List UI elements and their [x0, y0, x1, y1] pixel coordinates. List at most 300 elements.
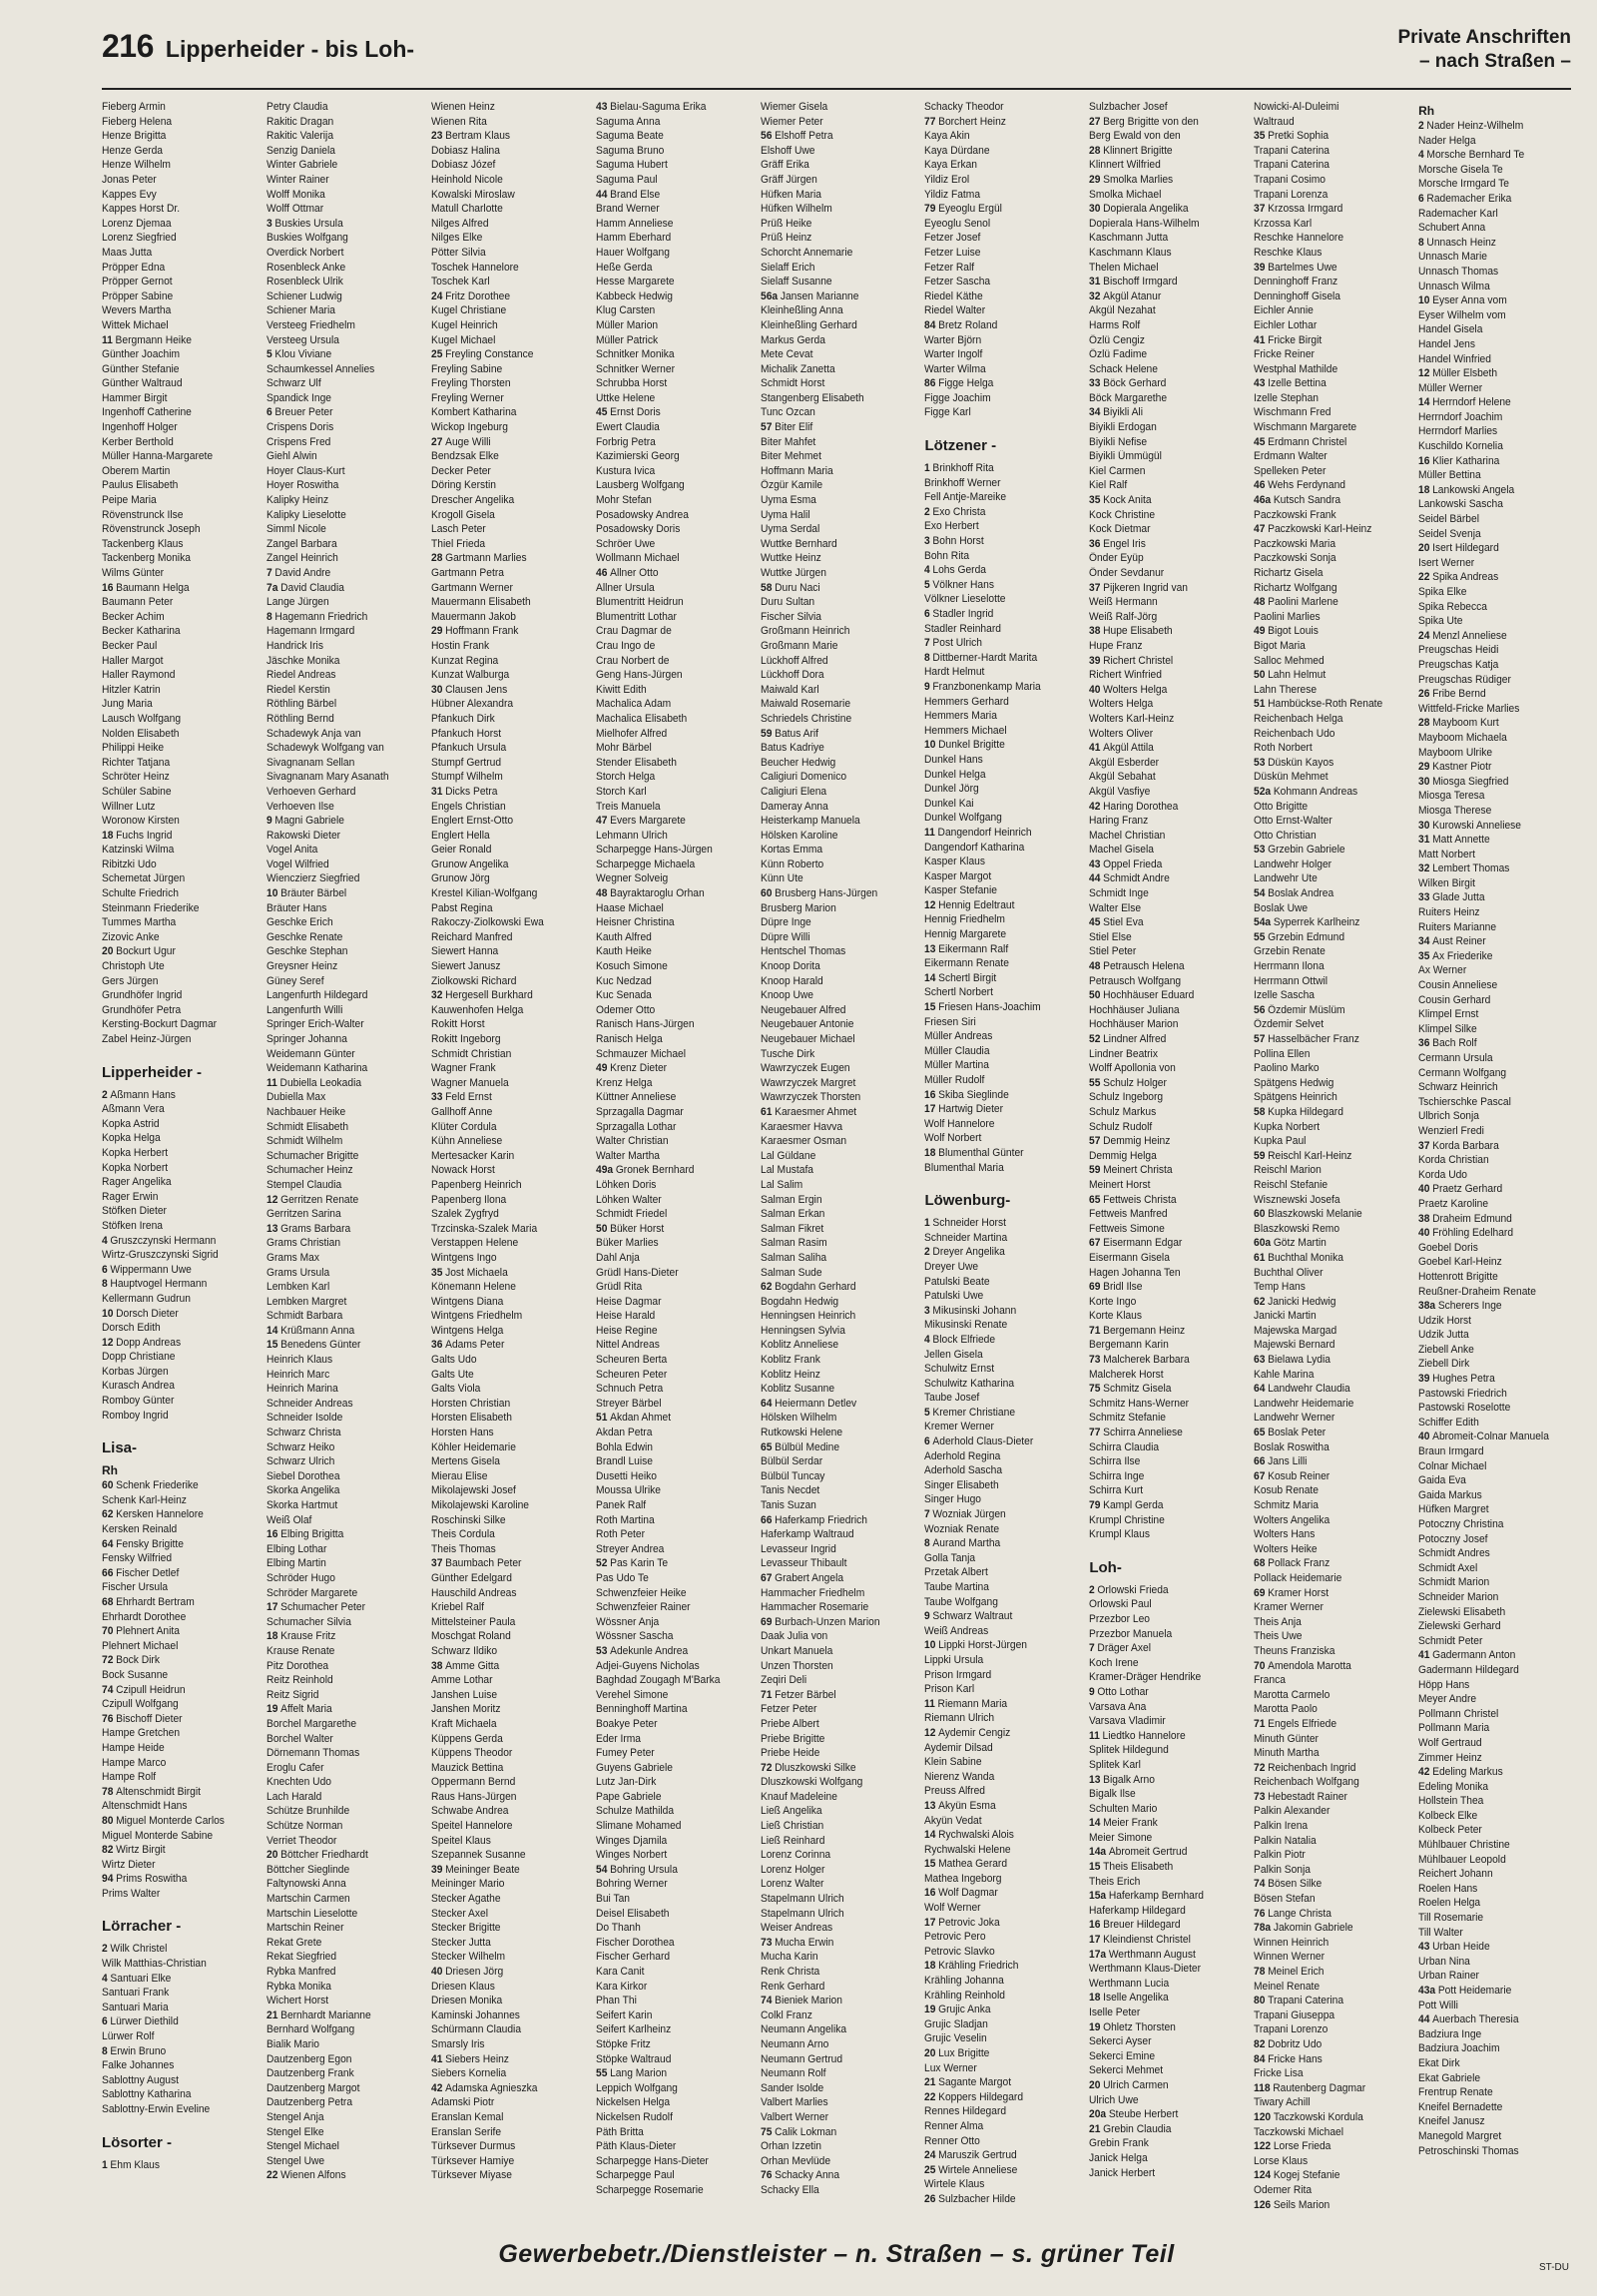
directory-column: [1089, 100, 1242, 2236]
resident-name: Fricke Lisa: [1254, 2067, 1304, 2080]
house-number: 34: [1418, 935, 1430, 948]
resident-name: Haferkamp Bernhard: [1109, 1890, 1205, 1903]
directory-entry: [1254, 1761, 1406, 1776]
directory-entry: [761, 435, 913, 450]
directory-column: [596, 100, 749, 2236]
resident-name: Uyma Serdal: [760, 523, 819, 536]
directory-entry: [431, 727, 584, 742]
resident-name: Mete Cevat: [760, 348, 812, 361]
resident-name: Udzik Horst: [1418, 1314, 1472, 1327]
directory-entry: [266, 1003, 419, 1018]
resident-name: Grujic Veselin: [924, 2032, 988, 2045]
resident-name: Lahn Helmut: [1268, 669, 1327, 682]
directory-entry: [431, 901, 584, 916]
resident-name: Stecker Wilhelm: [430, 1951, 505, 1964]
resident-name: Wolf Werner: [924, 1902, 982, 1915]
directory-entry: [1254, 1702, 1406, 1717]
directory-entry: [1418, 207, 1571, 222]
resident-name: Werthmann August: [1109, 1948, 1197, 1961]
resident-name: Wolters Heike: [1254, 1542, 1318, 1555]
resident-name: Ribitzki Udo: [102, 858, 157, 870]
house-number: 82: [102, 1844, 114, 1857]
directory-entry: [102, 1478, 255, 1493]
directory-entry: [924, 841, 1077, 856]
directory-entry: [924, 768, 1077, 783]
directory-entry: [266, 1454, 419, 1469]
directory-entry: [761, 1193, 913, 1208]
house-number: 33: [1089, 377, 1101, 390]
directory-entry: [1418, 1634, 1571, 1649]
directory-entry: [1418, 1007, 1571, 1022]
directory-entry: [1418, 119, 1571, 134]
house-number: 27: [1089, 115, 1101, 128]
directory-entry: [266, 376, 419, 391]
directory-entry: [431, 566, 584, 581]
directory-entry: [1089, 144, 1242, 159]
directory-entry: [761, 1673, 913, 1688]
resident-name: Lorenz Corinna: [760, 1849, 830, 1862]
directory-entry: [761, 493, 913, 508]
directory-entry: [431, 551, 584, 566]
resident-name: Renner Alma: [924, 2119, 984, 2132]
directory-entry: [761, 464, 913, 479]
resident-name: Löhken Walter: [595, 1193, 662, 1206]
directory-entry: [596, 1980, 749, 1995]
resident-name: Pröpper Edna: [102, 261, 166, 274]
resident-name: Schwenzfeier Heike: [595, 1586, 687, 1599]
directory-entry: [102, 173, 255, 188]
directory-entry: [1089, 566, 1242, 581]
resident-name: Krenz Dieter: [609, 1062, 667, 1075]
house-number: 18: [924, 1960, 936, 1973]
resident-name: Reichenbach Udo: [1254, 727, 1335, 740]
directory-column: [1254, 100, 1406, 2236]
resident-name: Spandick Inge: [266, 391, 331, 404]
directory-entry: [761, 1629, 913, 1644]
resident-name: Haferkamp Friedrich: [774, 1513, 867, 1526]
resident-name: Akdan Ahmet: [609, 1412, 671, 1425]
directory-entry: [596, 1746, 749, 1761]
resident-name: Michalik Zanetta: [760, 362, 835, 375]
directory-entry: [266, 2110, 419, 2125]
directory-entry: [431, 1556, 584, 1571]
directory-entry: [431, 1193, 584, 1208]
resident-name: Fettweis Simone: [1089, 1222, 1166, 1235]
resident-name: Pas Karin Te: [609, 1557, 668, 1570]
directory-entry: [1089, 261, 1242, 276]
resident-name: Decker Peter: [430, 464, 491, 477]
directory-entry: [1089, 1469, 1242, 1484]
resident-name: Geschke Renate: [266, 930, 343, 943]
house-number: 48: [595, 887, 608, 900]
directory-entry: [266, 1877, 419, 1892]
directory-entry: [1089, 493, 1242, 508]
resident-name: Grunow Angelika: [430, 858, 509, 870]
directory-entry: [596, 1542, 749, 1557]
directory-entry: [924, 333, 1077, 348]
resident-name: Winnen Heinrich: [1254, 1936, 1330, 1949]
house-number: 29: [1418, 761, 1430, 774]
house-number: 8: [266, 610, 272, 623]
resident-name: Kogej Stefanie: [1274, 2169, 1340, 2182]
resident-name: Nolden Elisabeth: [102, 727, 180, 740]
resident-name: Schorcht Annemarie: [760, 246, 852, 259]
directory-entry: [1418, 1168, 1571, 1183]
directory-entry: [761, 2037, 913, 2052]
resident-name: Brusberg Marion: [760, 901, 836, 914]
resident-name: Horsten Hans: [430, 1427, 494, 1439]
directory-entry: [1089, 420, 1242, 435]
directory-entry: [761, 100, 913, 115]
resident-name: Smolka Michael: [1089, 188, 1162, 201]
resident-name: Klou Viviane: [274, 348, 332, 361]
directory-entry: [266, 668, 419, 683]
resident-name: Wenzierl Fredi: [1418, 1124, 1485, 1137]
directory-entry: [266, 1266, 419, 1281]
directory-entry: [266, 1848, 419, 1863]
resident-name: Izelle Stephan: [1254, 391, 1320, 404]
directory-entry: [431, 624, 584, 639]
directory-entry: [1089, 1397, 1242, 1412]
directory-entry: [596, 449, 749, 464]
directory-entry: [924, 1726, 1077, 1741]
directory-column: [1418, 100, 1571, 2236]
resident-name: Eisermann Edgar: [1103, 1237, 1183, 1250]
directory-entry: [102, 1843, 255, 1858]
directory-entry: [924, 1044, 1077, 1059]
directory-entry: [924, 376, 1077, 391]
directory-entry: [431, 1659, 584, 1674]
resident-name: Oppel Frieda: [1103, 858, 1163, 870]
resident-name: Posadowsky Doris: [595, 523, 680, 536]
directory-entry: [1418, 570, 1571, 585]
directory-entry: [1089, 362, 1242, 377]
directory-entry: [924, 246, 1077, 261]
directory-entry: [1089, 1076, 1242, 1091]
directory-entry: [924, 1609, 1077, 1624]
resident-name: Kopka Helga: [102, 1132, 161, 1145]
directory-entry: [596, 1090, 749, 1105]
resident-name: Golla Tanja: [924, 1551, 976, 1564]
directory-entry: [924, 1348, 1077, 1363]
resident-name: Kriebel Ralf: [430, 1601, 484, 1614]
directory-entry: [431, 391, 584, 406]
resident-name: Pollmann Maria: [1418, 1722, 1490, 1735]
resident-name: Uyma Esma: [760, 494, 816, 507]
resident-name: Stengel Anja: [266, 2110, 324, 2123]
directory-entry: [102, 478, 255, 493]
directory-entry: [761, 1586, 913, 1601]
directory-entry: [761, 639, 913, 654]
directory-entry: [924, 1260, 1077, 1275]
directory-entry: [1089, 2093, 1242, 2108]
resident-name: Seidel Svenja: [1418, 527, 1481, 540]
house-number: 42: [1089, 800, 1101, 813]
directory-entry: [1089, 2136, 1242, 2151]
resident-name: Krähling Reinhold: [924, 1989, 1006, 2002]
directory-entry: [102, 1493, 255, 1508]
resident-name: Haferkamp Hildegard: [1089, 1904, 1187, 1917]
resident-name: Trapani Cosimo: [1254, 173, 1327, 186]
house-number: 70: [1254, 1659, 1266, 1672]
directory-entry: [1254, 639, 1406, 654]
directory-entry: [266, 697, 419, 712]
resident-name: Horsten Elisabeth: [430, 1412, 512, 1425]
resident-name: Friesen Hans-Joachim: [938, 1001, 1042, 1014]
directory-entry: [1254, 1907, 1406, 1922]
house-number: 30: [1418, 775, 1430, 788]
resident-name: Großmann Marie: [760, 639, 838, 652]
resident-name: Götz Martin: [1274, 1237, 1328, 1250]
resident-name: Schmidt Andre: [1103, 872, 1171, 885]
resident-name: Seidel Bärbel: [1418, 513, 1480, 526]
directory-entry: [431, 610, 584, 625]
resident-name: Miosga Siegfried: [1432, 775, 1509, 788]
resident-name: Krause Renate: [266, 1644, 335, 1657]
house-number: 54a: [1254, 916, 1272, 929]
resident-name: Ziebell Dirk: [1418, 1358, 1470, 1371]
directory-entry: [924, 318, 1077, 333]
resident-name: Taczkowski Kordula: [1274, 2110, 1364, 2123]
directory-entry: [924, 2031, 1077, 2046]
directory-entry: [266, 449, 419, 464]
directory-entry: [924, 1930, 1077, 1945]
directory-entry: [1418, 1619, 1571, 1634]
resident-name: Rybka Monika: [266, 1980, 331, 1993]
directory-entry: [431, 2139, 584, 2154]
house-number: 22: [266, 2169, 278, 2182]
directory-entry: [761, 1775, 913, 1790]
resident-name: Fischer Dorothea: [595, 1936, 675, 1949]
directory-entry: [431, 158, 584, 173]
directory-entry: [1089, 2078, 1242, 2093]
directory-entry: [1418, 308, 1571, 323]
resident-name: Schacky Theodor: [924, 101, 1005, 113]
street-heading: Loh-: [1089, 1558, 1122, 1576]
house-number: 73: [1254, 1790, 1266, 1803]
resident-name: Fischer Silvia: [760, 610, 821, 623]
directory-entry: [102, 493, 255, 508]
directory-entry: [761, 537, 913, 552]
directory-entry: [761, 1834, 913, 1849]
directory-entry: [924, 1624, 1077, 1639]
resident-name: Dunkel Hans: [924, 753, 984, 766]
resident-name: Borchert Heinz: [938, 115, 1007, 128]
resident-name: Manegold Margret: [1418, 2129, 1502, 2142]
resident-name: Sagante Margot: [938, 2076, 1012, 2089]
resident-name: Winter Gabriele: [266, 159, 338, 172]
directory-entry: [431, 1863, 584, 1878]
directory-entry: [1418, 1999, 1571, 2013]
directory-entry: [1254, 1892, 1406, 1907]
directory-entry: [761, 376, 913, 391]
directory-entry: [924, 519, 1077, 534]
directory-entry: [761, 289, 913, 304]
resident-name: Aderhold Sascha: [924, 1464, 1003, 1477]
resident-name: Petrausch Wolfgang: [1089, 974, 1182, 987]
house-number: 17a: [1089, 1948, 1107, 1961]
directory-column: [761, 100, 913, 2236]
resident-name: Hughes Petra: [1432, 1373, 1495, 1386]
resident-name: Palkin Piotr: [1254, 1849, 1307, 1862]
house-number: 41: [430, 2052, 443, 2065]
house-number: 15: [924, 1858, 936, 1871]
directory-entry: [1089, 217, 1242, 232]
resident-name: Streyer Bärbel: [595, 1397, 662, 1410]
directory-entry: [1418, 1648, 1571, 1663]
directory-entry: [431, 1017, 584, 1032]
house-number: 2: [102, 1943, 108, 1956]
directory-entry: [266, 756, 419, 771]
resident-name: Posadowsky Andrea: [595, 508, 689, 521]
resident-name: Wilken Birgit: [1418, 876, 1476, 889]
directory-entry: [102, 1756, 255, 1771]
resident-name: Stumpf Wilhelm: [430, 771, 503, 784]
directory-entry: [1089, 871, 1242, 886]
directory-entry: [1418, 1721, 1571, 1736]
house-number: 37: [1418, 1139, 1430, 1152]
house-number: 5: [266, 348, 272, 361]
house-number: 45: [595, 406, 608, 419]
house-number: 7: [924, 637, 931, 650]
resident-name: Preugschas Heidi: [1418, 644, 1499, 657]
directory-entry: [596, 464, 749, 479]
resident-name: Reschke Klaus: [1254, 246, 1323, 259]
directory-entry: [761, 1105, 913, 1120]
directory-entry: [1418, 337, 1571, 352]
resident-name: Krumpl Christine: [1089, 1513, 1166, 1526]
directory-entry: [761, 1556, 913, 1571]
directory-entry: [431, 683, 584, 698]
resident-name: Kugel Heinrich: [430, 318, 498, 331]
resident-name: Adams Peter: [444, 1339, 505, 1352]
resident-name: Ohletz Thorsten: [1103, 2020, 1177, 2033]
resident-name: Demmig Heinz: [1103, 1135, 1171, 1148]
directory-entry: [924, 490, 1077, 505]
directory-entry: [924, 405, 1077, 420]
resident-name: Matull Charlotte: [430, 203, 503, 216]
directory-entry: [761, 1207, 913, 1222]
house-number: 56a: [760, 289, 778, 302]
directory-entry: [1418, 804, 1571, 819]
directory-entry: [1254, 435, 1406, 450]
resident-name: Lorenz Holger: [760, 1863, 824, 1876]
directory-entry: [431, 1907, 584, 1922]
directory-entry: [924, 2177, 1077, 2192]
resident-name: Fritz Dorothee: [444, 289, 510, 302]
resident-name: Ranisch Hans-Jürgen: [595, 1018, 695, 1031]
resident-name: Salman Erkan: [760, 1208, 824, 1221]
resident-name: Päth Klaus-Dieter: [595, 2140, 677, 2153]
resident-name: Benedens Günter: [279, 1339, 361, 1352]
resident-name: Clausen Jens: [444, 683, 507, 696]
directory-entry: [596, 1266, 749, 1281]
resident-name: Akgül Esberder: [1089, 756, 1160, 769]
resident-name: Kopka Herbert: [102, 1146, 169, 1159]
directory-entry: [266, 843, 419, 858]
resident-name: Röthling Bernd: [266, 712, 334, 725]
resident-name: Versteeg Ursula: [266, 333, 339, 346]
resident-name: Geng Hans-Jürgen: [595, 669, 683, 682]
directory-entry: [1254, 1688, 1406, 1703]
resident-name: Bui Tan: [595, 1893, 630, 1906]
directory-entry: [1254, 2198, 1406, 2213]
resident-name: Rekat Grete: [266, 1936, 322, 1949]
resident-name: Kuc Nedzad: [595, 974, 652, 987]
directory-entry: [761, 420, 913, 435]
directory-entry: [761, 988, 913, 1003]
directory-entry: [102, 1117, 255, 1132]
resident-name: Künn Roberto: [760, 858, 823, 870]
directory-entry: [1254, 1556, 1406, 1571]
resident-name: Klier Katharina: [1432, 454, 1500, 467]
resident-name: Krumpl Klaus: [1089, 1528, 1151, 1541]
directory-entry: [266, 2052, 419, 2067]
resident-name: Özdemir Müslüm: [1268, 1003, 1345, 1016]
resident-name: Becker Paul: [102, 639, 158, 652]
directory-entry: [266, 871, 419, 886]
resident-name: Engels Christian: [430, 800, 506, 813]
directory-entry: [1418, 280, 1571, 294]
directory-entry: [1089, 712, 1242, 727]
resident-name: Schneider Martina: [924, 1231, 1008, 1244]
directory-entry: [596, 1629, 749, 1644]
resident-name: Rakoczy-Ziolkowski Ewa: [430, 916, 544, 929]
resident-name: Evers Margarete: [609, 815, 686, 828]
house-number: 15a: [1089, 1890, 1107, 1903]
directory-entry: [266, 1834, 419, 1849]
resident-name: Müller Andreas: [924, 1030, 993, 1043]
house-number: 69: [1254, 1586, 1266, 1599]
directory-entry: [596, 1120, 749, 1135]
directory-entry: [431, 303, 584, 318]
resident-name: Kalipky Heinz: [266, 494, 328, 507]
directory-entry: [1089, 1948, 1242, 1963]
directory-entry: [924, 2119, 1077, 2134]
directory-entry: [1089, 756, 1242, 771]
resident-name: Siebers Kornelia: [430, 2067, 506, 2080]
directory-entry: [924, 275, 1077, 289]
directory-entry: [1089, 639, 1242, 654]
directory-entry: [1254, 741, 1406, 756]
directory-entry: [431, 1761, 584, 1776]
directory-entry: [1418, 1678, 1571, 1693]
house-number: 72: [760, 1761, 772, 1774]
resident-name: Grebin Frank: [1089, 2137, 1150, 2150]
directory-entry: [266, 1193, 419, 1208]
resident-name: Schmitz Maria: [1254, 1499, 1320, 1511]
resident-name: Matt Norbert: [1418, 848, 1476, 861]
resident-name: Pollack Franz: [1268, 1557, 1331, 1570]
resident-name: Schmidt Friedel: [595, 1208, 667, 1221]
resident-name: Figge Karl: [924, 406, 972, 419]
resident-name: Haferkamp Waltraud: [760, 1528, 854, 1541]
directory-entry: [266, 727, 419, 742]
directory-entry: [1254, 800, 1406, 815]
resident-name: Nilges Alfred: [430, 217, 489, 230]
resident-name: Romboy Günter: [102, 1395, 175, 1408]
resident-name: Zielewski Elisabeth: [1418, 1605, 1506, 1618]
resident-name: Scheuren Berta: [595, 1354, 667, 1367]
directory-entry: [1089, 435, 1242, 450]
resident-name: Verriet Theodor: [266, 1834, 337, 1847]
house-number: 8: [924, 1537, 931, 1550]
directory-entry: [1254, 391, 1406, 406]
resident-name: Dopp Andreas: [116, 1336, 182, 1349]
resident-name: Udzik Jutta: [1418, 1329, 1469, 1342]
directory-entry: [1089, 1178, 1242, 1193]
directory-entry: [1254, 974, 1406, 989]
